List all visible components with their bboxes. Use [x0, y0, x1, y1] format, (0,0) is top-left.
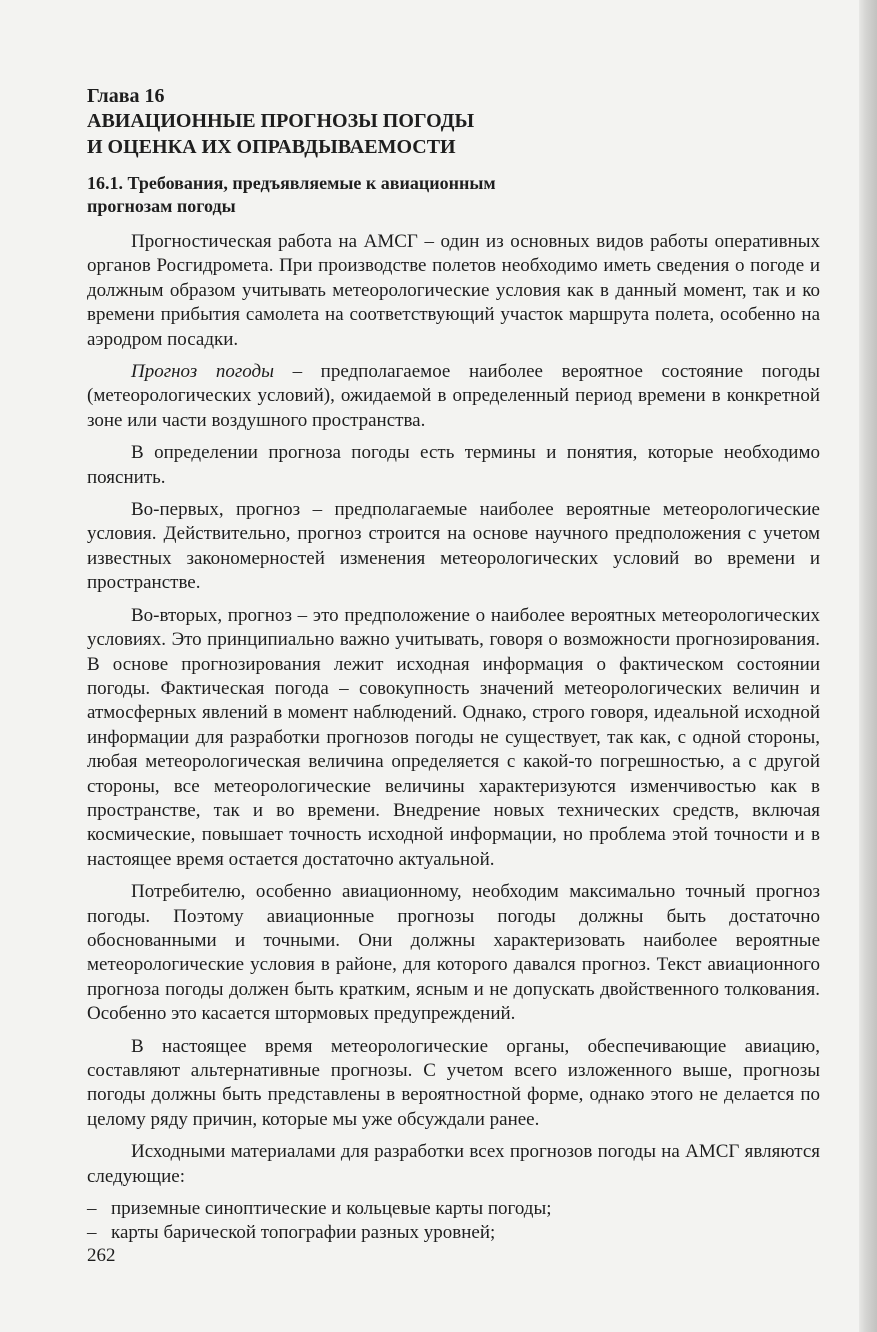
- section-title-line-1: 16.1. Требования, предъявляемые к авиационным: [87, 173, 496, 193]
- paragraph-3: В определении прогноза погоды есть термины и понятия, которые необходимо пояснить.: [87, 442, 820, 488]
- section-title-line-2: прогнозам погоды: [87, 196, 236, 216]
- list-dash: –: [87, 1222, 97, 1244]
- section-title: [87, 172, 820, 218]
- list-item: [87, 1197, 820, 1221]
- chapter-title-line-1: АВИАЦИОННЫЕ ПРОГНОЗЫ ПОГОДЫ: [87, 110, 475, 132]
- page-number: 262: [87, 1245, 116, 1266]
- paragraph-5: Во-вторых, прогноз – это предположение о наиболее вероятных метеорологических условиях. Это принципиально важно учитывать, говоря о возможности прогнозирования. В основе прогнозирования лежит исходная информация о фактическом состоянии погоды. Фактическая погода – совокупность значений метеорологических величин и атмосферных явлений в момент наблюдений. Однако, строго говоря, идеальной исходной информации для разработки прогнозов погоды не существует, так как, с одной стороны, любая метеорологическая величина определяется с какой-то погрешностью, а с другой стороны, все метеорологические величины характеризуются изменчивостью как в пространстве, так и во времени. Внедрение новых технических средств, включая космические, повышает точность исходной информации, но проблема этой точности и в настоящее время остается достаточно актуальной.: [87, 604, 820, 870]
- page-edge-shadow: [859, 0, 877, 1332]
- paragraph-8: Исходными материалами для разработки всех прогнозов погоды на АМСГ являются следующие:: [87, 1141, 820, 1187]
- paragraph-6: Потребителю, особенно авиационному, необходим максимально точный прогноз погоды. Поэтому авиационные прогнозы погоды должны быть достаточно обоснованными и точными. Они должны характеризовать наиболее вероятные метеорологические условия в районе, для которого давался прогноз. Текст авиационного прогноза погоды должен быть кратким, ясным и не допускать двойственного толкования. Особенно это касается штормовых предупреждений.: [87, 881, 820, 1025]
- paragraph-2: [87, 360, 820, 433]
- term-forecast: Прогноз погоды: [131, 361, 274, 383]
- chapter-title-line-2: И ОЦЕНКА ИХ ОПРАВДЫВАЕМОСТИ: [87, 136, 456, 158]
- chapter-title: [87, 108, 820, 160]
- source-materials-list: [87, 1197, 820, 1246]
- paragraph-2-text: – предполагаемое наиболее вероятное состояние погоды (метеорологических условий), ожидаемой в определенный период времени в конкретной зоне или части воздушного пространства.: [87, 361, 820, 431]
- list-item-text: карты барической топографии разных уровней;: [111, 1222, 496, 1244]
- list-item-text: приземные синоптические и кольцевые карты погоды;: [111, 1198, 552, 1220]
- list-item: [87, 1221, 820, 1245]
- list-dash: –: [87, 1198, 97, 1220]
- paragraph-7: В настоящее время метеорологические органы, обеспечивающие авиацию, составляют альтернативные прогнозы. С учетом всего изложенного выше, прогнозы погоды должны быть представлены в вероятностной форме, однако этого не делается по целому ряду причин, которые мы уже обсуждали ранее.: [87, 1035, 820, 1130]
- paragraph-4: Во-первых, прогноз – предполагаемые наиболее вероятные метеорологические условия. Действительно, прогноз строится на основе научного предположения с учетом известных закономерностей изменения метеорологических условий во времени и пространстве.: [87, 499, 820, 594]
- page-content: [87, 84, 820, 1246]
- paragraph-1: Прогностическая работа на АМСГ – один из основных видов работы оперативных органов Росгидромета. При производстве полетов необходимо иметь сведения о погоде и должным образом учитывать метеорологические условия как в данный момент, так и ко времени прибытия самолета на соответствующий участок маршрута полета, особенно на аэродром посадки.: [87, 231, 820, 350]
- chapter-label: Глава 16: [87, 85, 165, 107]
